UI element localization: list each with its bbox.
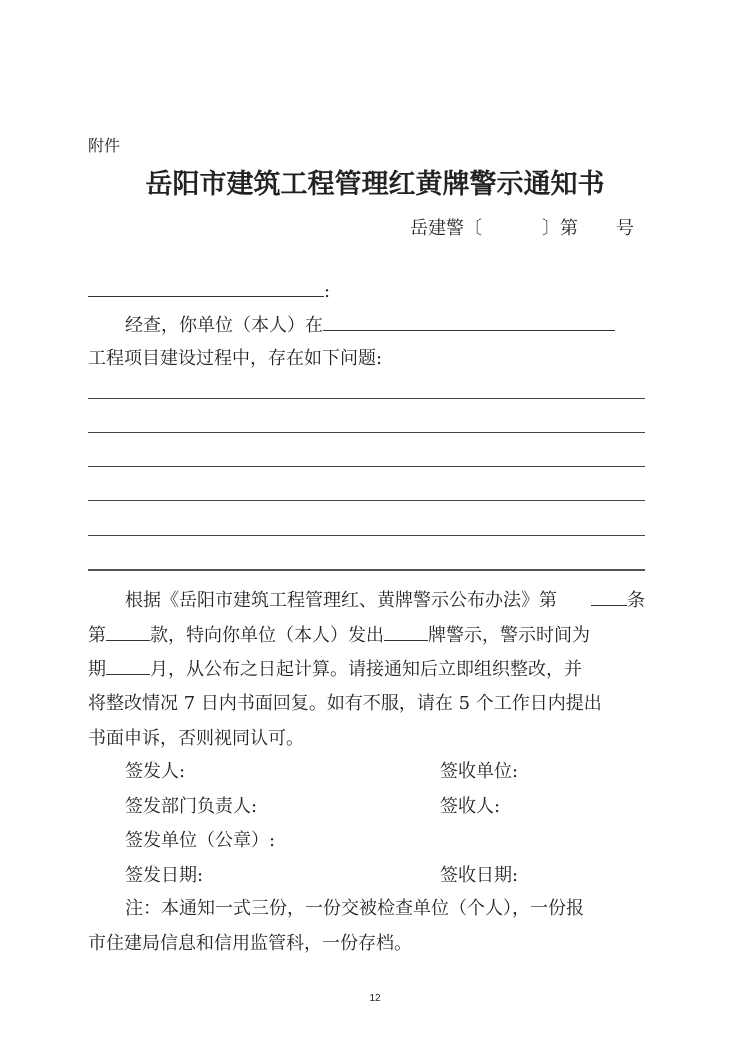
problem-line-6[interactable] [88, 569, 645, 571]
addressee-blank[interactable] [88, 278, 324, 297]
body-line-4: 将整改情况 7 日内书面回复。如有不服，请在 5 个工作日内提出 [88, 693, 602, 714]
issue-date-label: 签发日期: [125, 865, 204, 886]
receiver-label: 签收人: [440, 796, 501, 817]
body-text: 根据《岳阳市建筑工程管理红、黄牌警示公布办法》第 [125, 590, 557, 611]
intro-line-2: 工程项目建设过程中，存在如下问题: [88, 348, 383, 369]
attachment-label: 附件 [88, 136, 121, 155]
body-text: 期 [88, 659, 106, 680]
intro-text-1: 经查，你单位（本人）在 [125, 315, 323, 336]
body-line-1 [125, 586, 645, 612]
reference-prefix: 岳建警〔 [410, 218, 482, 239]
reference-number [410, 214, 634, 240]
body-text: 牌警示，警示时间为 [428, 625, 590, 646]
page-title: 岳阳市建筑工程管理红黄牌警示通知书 [145, 169, 605, 200]
page-number: 12 [369, 993, 381, 1004]
body-line-5: 书面申诉，否则视同认可。 [88, 728, 304, 749]
body-text: 第 [88, 625, 106, 646]
clause-blank[interactable] [106, 622, 150, 641]
dept-head-label: 签发部门负责人: [125, 796, 258, 817]
body-line-3 [88, 655, 645, 681]
reference-suffix: 号 [616, 218, 634, 239]
receiving-unit-label: 签收单位: [440, 761, 519, 782]
problem-line-4[interactable] [88, 500, 645, 501]
problem-line-5[interactable] [88, 535, 645, 536]
colon: : [324, 281, 331, 302]
body-text: 月，从公布之日起计算。请接通知后立即组织整改，并 [150, 659, 582, 680]
body-text: 条 [627, 590, 645, 611]
receive-date-label: 签收日期: [440, 865, 519, 886]
body-text: 款，特向你单位（本人）发出 [150, 625, 384, 646]
issuing-unit-label: 签发单位（公章）: [125, 830, 276, 851]
months-blank[interactable] [106, 656, 150, 675]
note-line-2: 市住建局信息和信用监管科，一份存档。 [88, 933, 412, 954]
card-color-blank[interactable] [384, 622, 428, 641]
project-blank[interactable] [323, 312, 615, 331]
reference-mid: 〕第 [542, 218, 578, 239]
problem-line-2[interactable] [88, 432, 645, 433]
article-blank[interactable] [591, 587, 627, 606]
issuer-label: 签发人: [125, 761, 186, 782]
intro-line-1 [125, 311, 615, 337]
note-line-1: 注：本通知一式三份，一份交被检查单位（个人），一份报 [125, 898, 584, 919]
addressee-line [88, 278, 330, 302]
body-line-2 [88, 621, 645, 647]
problem-line-3[interactable] [88, 466, 645, 467]
problem-line-1[interactable] [88, 398, 645, 399]
